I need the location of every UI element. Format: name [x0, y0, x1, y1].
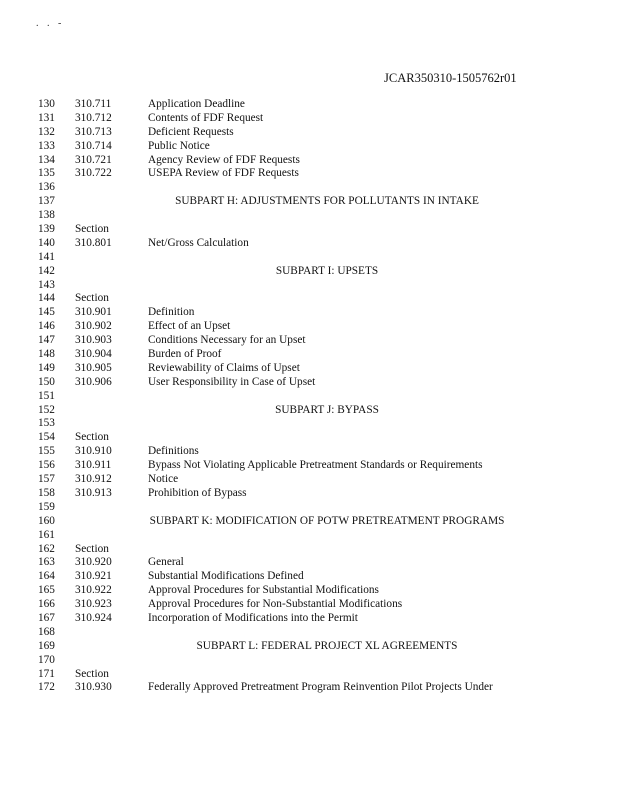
line-number: 168	[38, 625, 55, 638]
line-number: 142	[38, 264, 55, 277]
document-line	[0, 167, 618, 181]
document-line	[0, 487, 618, 501]
line-number: 139	[38, 223, 55, 236]
section-number: 310.930	[75, 681, 112, 694]
document-line	[0, 362, 618, 376]
line-number: 132	[38, 125, 55, 138]
section-number: 310.712	[75, 111, 112, 124]
document-line	[0, 348, 618, 362]
document-line	[0, 404, 618, 418]
line-number: 147	[38, 334, 55, 347]
document-line	[0, 154, 618, 168]
line-number: 137	[38, 195, 55, 208]
section-title: Reviewability of Claims of Upset	[148, 361, 300, 374]
line-number: 138	[38, 209, 55, 222]
document-line	[0, 612, 618, 626]
section-number: 310.924	[75, 611, 112, 624]
section-number: 310.923	[75, 598, 112, 611]
document-line	[0, 501, 618, 515]
line-number: 141	[38, 250, 55, 263]
document-line	[0, 181, 618, 195]
document-line	[0, 681, 618, 695]
section-title: Bypass Not Violating Applicable Pretreatment Standards or Requirements	[148, 459, 483, 472]
line-list	[0, 98, 618, 695]
section-title: Federally Approved Pretreatment Program Reinvention Pilot Projects Under	[148, 681, 493, 694]
line-number: 165	[38, 584, 55, 597]
document-line	[0, 334, 618, 348]
section-title: Prohibition of Bypass	[148, 486, 247, 499]
document-line	[0, 112, 618, 126]
line-number: 159	[38, 500, 55, 513]
document-line	[0, 417, 618, 431]
line-number: 156	[38, 459, 55, 472]
document-line	[0, 543, 618, 557]
section-title: Conditions Necessary for an Upset	[148, 334, 306, 347]
document-id: JCAR350310-1505762r01	[384, 71, 517, 85]
line-number: 161	[38, 528, 55, 541]
section-number: 310.910	[75, 445, 112, 458]
section-title: Agency Review of FDF Requests	[148, 153, 300, 166]
line-number: 171	[38, 667, 55, 680]
line-number: 131	[38, 111, 55, 124]
section-title: User Responsibility in Case of Upset	[148, 375, 316, 388]
line-number: 163	[38, 556, 55, 569]
document-line	[0, 98, 618, 112]
document-line	[0, 237, 618, 251]
section-title: Substantial Modifications Defined	[148, 570, 304, 583]
section-number: 310.920	[75, 556, 112, 569]
section-title: Definition	[148, 306, 195, 319]
line-number: 166	[38, 598, 55, 611]
section-number: 310.801	[75, 236, 112, 249]
document-line	[0, 279, 618, 293]
subpart-heading: SUBPART I: UPSETS	[275, 264, 379, 277]
section-number: 310.714	[75, 139, 112, 152]
section-title: Burden of Proof	[148, 348, 222, 361]
section-number: 310.902	[75, 320, 112, 333]
document-line	[0, 376, 618, 390]
section-number: 310.722	[75, 167, 112, 180]
document-line	[0, 668, 618, 682]
section-label: Section	[75, 292, 109, 305]
document-line	[0, 640, 618, 654]
section-title: General	[148, 556, 184, 569]
section-number: 310.905	[75, 361, 112, 374]
section-number: 310.904	[75, 348, 112, 361]
line-number: 167	[38, 611, 55, 624]
subpart-heading: SUBPART L: FEDERAL PROJECT XL AGREEMENTS	[196, 639, 458, 652]
document-line	[0, 473, 618, 487]
document-line	[0, 654, 618, 668]
document-line	[0, 529, 618, 543]
line-number: 143	[38, 278, 55, 291]
section-label: Section	[75, 667, 109, 680]
line-number: 169	[38, 639, 55, 652]
line-number: 160	[38, 514, 55, 527]
line-number: 133	[38, 139, 55, 152]
section-label: Section	[75, 223, 109, 236]
line-number: 154	[38, 431, 55, 444]
document-line	[0, 556, 618, 570]
section-number: 310.922	[75, 584, 112, 597]
section-number: 310.913	[75, 486, 112, 499]
document-line	[0, 140, 618, 154]
section-title: Public Notice	[148, 139, 210, 152]
document-line	[0, 626, 618, 640]
section-number: 310.911	[75, 459, 112, 472]
section-number: 310.903	[75, 334, 112, 347]
section-label: Section	[75, 431, 109, 444]
line-number: 145	[38, 306, 55, 319]
line-number: 144	[38, 292, 55, 305]
section-title: Net/Gross Calculation	[148, 236, 249, 249]
document-line	[0, 223, 618, 237]
document-line	[0, 251, 618, 265]
section-title: Approval Procedures for Substantial Modifications	[148, 584, 379, 597]
document-line	[0, 195, 618, 209]
document-line	[0, 515, 618, 529]
document-line	[0, 584, 618, 598]
document-line	[0, 570, 618, 584]
section-title: Notice	[148, 473, 179, 486]
section-title: Deficient Requests	[148, 125, 234, 138]
line-number: 164	[38, 570, 55, 583]
section-number: 310.921	[75, 570, 112, 583]
section-number: 310.721	[75, 153, 112, 166]
section-title: Application Deadline	[148, 98, 245, 110]
line-number: 153	[38, 417, 55, 430]
document-line	[0, 445, 618, 459]
document-line	[0, 390, 618, 404]
document-line	[0, 598, 618, 612]
line-number: 152	[38, 403, 55, 416]
line-number: 151	[38, 389, 55, 402]
line-number: 172	[38, 681, 55, 694]
document-line	[0, 292, 618, 306]
line-number: 170	[38, 653, 55, 666]
subpart-heading: SUBPART K: MODIFICATION OF POTW PRETREATMENT PROGRAMS	[149, 514, 505, 527]
line-number: 146	[38, 320, 55, 333]
section-title: Contents of FDF Request	[148, 111, 264, 124]
line-number: 140	[38, 236, 55, 249]
subpart-heading: SUBPART H: ADJUSTMENTS FOR POLLUTANTS IN INTAKE	[175, 195, 479, 208]
section-title: Definitions	[148, 445, 199, 458]
line-number: 135	[38, 167, 55, 180]
line-number: 136	[38, 181, 55, 194]
section-title: USEPA Review of FDF Requests	[148, 167, 299, 180]
section-number: 310.906	[75, 375, 112, 388]
section-title: Incorporation of Modifications into the Permit	[148, 611, 358, 624]
section-title: Approval Procedures for Non-Substantial Modifications	[148, 598, 403, 611]
section-number: 310.912	[75, 473, 112, 486]
line-number: 150	[38, 375, 55, 388]
line-number: 155	[38, 445, 55, 458]
line-number: 130	[38, 98, 55, 110]
section-label: Section	[75, 542, 109, 555]
line-number: 158	[38, 486, 55, 499]
subpart-heading: SUBPART J: BYPASS	[275, 403, 379, 416]
section-number: 310.711	[75, 98, 112, 110]
line-number: 162	[38, 542, 55, 555]
line-number: 149	[38, 361, 55, 374]
line-number: 134	[38, 153, 55, 166]
document-line	[0, 431, 618, 445]
document-line	[0, 126, 618, 140]
section-number: 310.901	[75, 306, 112, 319]
document-line	[0, 209, 618, 223]
line-number: 148	[38, 348, 55, 361]
line-number: 157	[38, 473, 55, 486]
section-title: Effect of an Upset	[148, 320, 231, 333]
document-line	[0, 320, 618, 334]
document-line	[0, 459, 618, 473]
section-number: 310.713	[75, 125, 112, 138]
corner-mark: . . -	[36, 18, 65, 29]
document-line	[0, 306, 618, 320]
document-line	[0, 265, 618, 279]
